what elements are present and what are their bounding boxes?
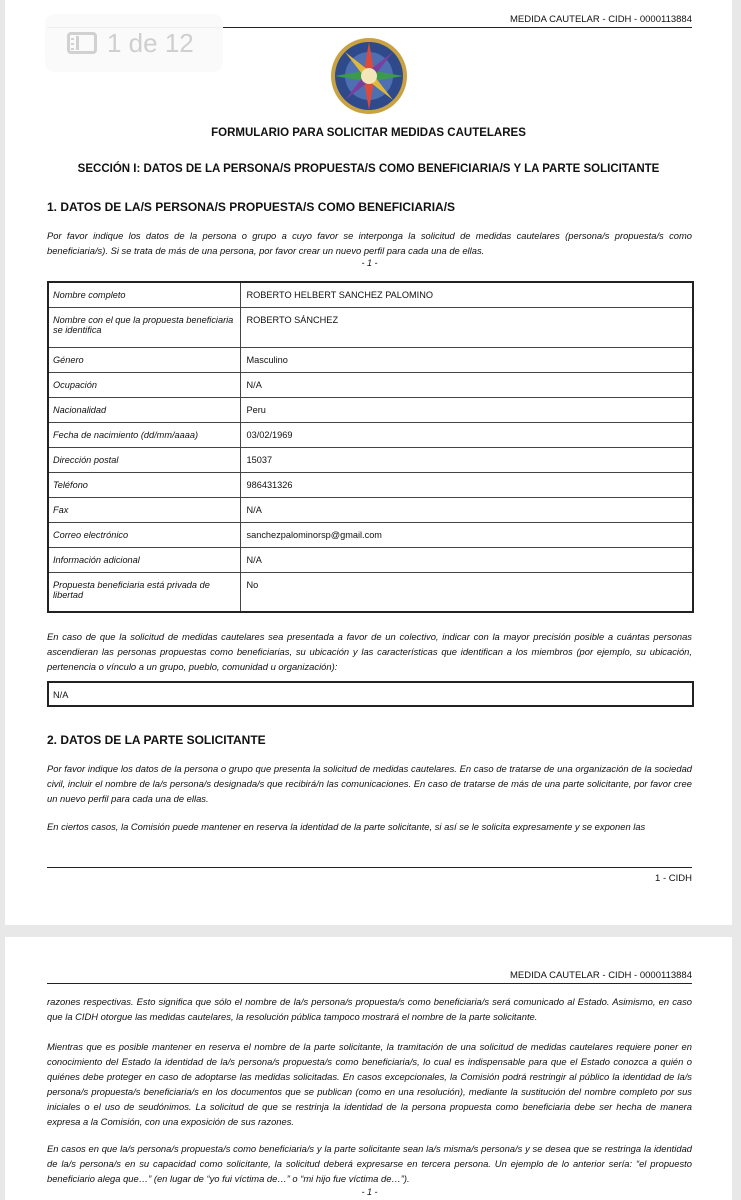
field-label: Propuesta beneficiaria está privada de libertad <box>48 572 240 612</box>
beneficiary-data-table <box>47 281 694 613</box>
field-label: Teléfono <box>48 472 240 497</box>
field-label: Nacionalidad <box>48 397 240 422</box>
reserve-paragraph-start: En ciertos casos, la Comisión puede mantener en reserva la identidad de la parte solicitante, si así se le solicita expresamente y se exponen las <box>47 821 646 832</box>
table-row <box>48 447 693 472</box>
page-2-number-mark-row <box>47 1185 692 1199</box>
field-value[interactable]: Peru <box>240 397 693 422</box>
footer-page-label: 1 - CIDH <box>655 873 692 884</box>
field-value[interactable]: 03/02/1969 <box>240 422 693 447</box>
table-row <box>48 307 693 347</box>
table-row <box>48 347 693 372</box>
subsection-1-intro-text: Por favor indique los datos de la persona o grupo a cuyo favor se interponga la solicitud de medidas cautelares (persona/s propuesta/s como beneficiaria/s). Si se trata de más de una persona, por favor crear un nuevo perfil para cada una de ellas. <box>47 230 692 256</box>
field-label: Género <box>48 347 240 372</box>
table-row <box>48 372 693 397</box>
oas-emblem-logo <box>329 36 409 116</box>
field-value[interactable]: Masculino <box>240 347 693 372</box>
header-code: MEDIDA CAUTELAR - CIDH - 0000113884 <box>510 14 692 25</box>
field-label: Nombre completo <box>48 282 240 307</box>
field-label: Correo electrónico <box>48 522 240 547</box>
field-label: Fecha de nacimiento (dd/mm/aaaa) <box>48 422 240 447</box>
page-2-paragraph-2: Mientras que es posible mantener en reserva el nombre de la parte solicitante, la tramitación de una solicitud de medidas cautelares requiere poner en conocimiento del Estado la identidad de la/s persona/s propuesta/s como beneficiaria/s, lo cual es indispensable para que el Estado conozca a quién o quiénes debe proteger en caso de adoptarse las medidas solicitadas. En casos excepcionales, la Comisión podrá restringir al público la identidad de la/s persona/s propuesta/s beneficiaria/s en los documentos que se publican (como en una resolución), mediante la sustitución del nombre completo por sus iniciales o el uso de seudónimos. La solicitud de que se restrinja la identidad de la persona propuesta como beneficiaria debe ser hecha de manera expresa a la Comisión, con una exposición de sus razones. <box>47 1041 692 1127</box>
table-row <box>48 522 693 547</box>
page-2-paragraph-3: En casos en que la/s persona/s propuesta/s como beneficiaria/s y la parte solicitante sean la/s misma/s persona/s y se desea que se restringa la identidad de la/s persona/s en su capacidad como solicitante, la solicitud deberá expresarse en tercera persona. Un ejemplo de lo anterior sería: “el propuesto beneficiario alega que…” (en lugar de “yo fui víctima de…” o “mi hijo fue víctima de…”). <box>47 1143 692 1184</box>
page-indicator[interactable] <box>45 14 223 72</box>
table-row <box>48 497 693 522</box>
field-label: Dirección postal <box>48 447 240 472</box>
subsection-2-title: 2. DATOS DE LA PARTE SOLICITANTE <box>47 733 266 747</box>
field-value[interactable]: N/A <box>240 547 693 572</box>
page-2-paragraph-1: razones respectivas. Esto significa que sólo el nombre de la/s persona/s propuesta/s como beneficiaria/s será comunicado al Estado. Asimismo, en caso que la CIDH otorgue las medidas cautelares, la resolución pública tampoco mostrará el nombre de la parte solicitante. <box>47 996 692 1022</box>
field-label: Fax <box>48 497 240 522</box>
footer-rule <box>47 867 692 868</box>
table-row <box>48 282 693 307</box>
document-page-1 <box>5 0 732 925</box>
field-label: Ocupación <box>48 372 240 397</box>
page-2-number-mark: - 1 - <box>361 1187 378 1197</box>
page-number-mark: - 1 - <box>361 258 378 268</box>
subsection-2-intro: Por favor indique los datos de la persona o grupo que presenta la solicitud de medidas cautelares. En caso de tratarse de una organización de la sociedad civil, incluir el nombre de la/s persona/s designada/s que recibirá/n las comunicaciones. En caso de tratarse de más de una parte solicitante, por favor cree un nuevo perfil para cada una de ellas. <box>47 763 692 804</box>
table-row <box>48 422 693 447</box>
collective-note: En caso de que la solicitud de medidas cautelares sea presentada a favor de un colectivo, indicar con la mayor precisión posible a cuántas personas ascendieran las personas propuestas como beneficiarias, su ubicación y las características que identifican a los miembros (por ejemplo, su ubicación, pertenencia o vínculo a un grupo, pueblo, comunidad u organización): <box>47 631 692 672</box>
subsection-1-title: 1. DATOS DE LA/S PERSONA/S PROPUESTA/S COMO BENEFICIARIA/S <box>47 200 456 214</box>
page-number-mark-row <box>47 256 692 270</box>
table-row <box>48 472 693 497</box>
header-code-page-2: MEDIDA CAUTELAR - CIDH - 0000113884 <box>510 970 692 981</box>
field-value[interactable]: sanchezpalominorsp@gmail.com <box>240 522 693 547</box>
table-row <box>48 547 693 572</box>
field-value[interactable]: N/A <box>240 497 693 522</box>
field-value[interactable]: N/A <box>240 372 693 397</box>
document-page-2 <box>5 937 732 1200</box>
form-title: FORMULARIO PARA SOLICITAR MEDIDAS CAUTELARES <box>211 127 526 139</box>
table-row <box>48 572 693 612</box>
field-label: Información adicional <box>48 547 240 572</box>
field-value[interactable]: ROBERTO SÁNCHEZ <box>240 307 693 347</box>
field-value[interactable]: 15037 <box>240 447 693 472</box>
field-value[interactable]: 986431326 <box>240 472 693 497</box>
field-value[interactable]: No <box>240 572 693 612</box>
field-label: Nombre con el que la propuesta beneficiaria se identifica <box>48 307 240 347</box>
table-row <box>48 397 693 422</box>
section-title: SECCIÓN I: DATOS DE LA PERSONA/S PROPUESTA/S COMO BENEFICIARIA/S Y LA PARTE SOLICITANTE <box>77 163 660 175</box>
subsection-1-intro <box>47 228 692 258</box>
page-indicator-text: 1 de 12 <box>107 27 194 58</box>
header-rule-page-2 <box>47 983 692 984</box>
collective-value-field[interactable]: N/A <box>47 681 694 707</box>
field-value[interactable]: ROBERTO HELBERT SANCHEZ PALOMINO <box>240 282 693 307</box>
sidebar-toggle-icon <box>67 32 97 54</box>
